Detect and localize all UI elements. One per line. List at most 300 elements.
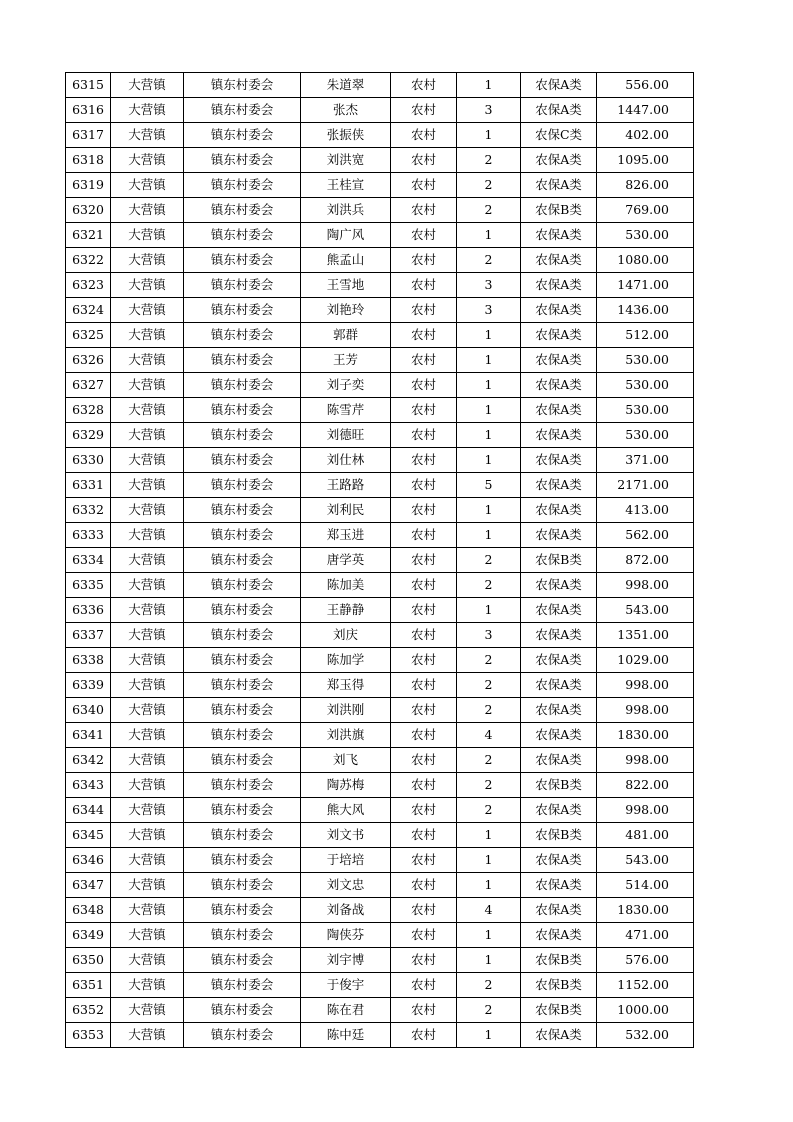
table-row bbox=[66, 148, 694, 173]
name-cell: 郑玉进 bbox=[301, 523, 391, 548]
serial-cell: 6321 bbox=[66, 223, 111, 248]
name-cell: 朱道翠 bbox=[301, 73, 391, 98]
area-type-cell: 农村 bbox=[391, 548, 457, 573]
area-type-cell: 农村 bbox=[391, 623, 457, 648]
name-cell: 熊孟山 bbox=[301, 248, 391, 273]
area-type-cell: 农村 bbox=[391, 448, 457, 473]
category-cell: 农保B类 bbox=[521, 973, 597, 998]
village-cell: 镇东村委会 bbox=[184, 373, 301, 398]
category-cell: 农保A类 bbox=[521, 698, 597, 723]
village-cell: 镇东村委会 bbox=[184, 723, 301, 748]
area-type-cell: 农村 bbox=[391, 523, 457, 548]
category-cell: 农保A类 bbox=[521, 98, 597, 123]
amount-cell: 530.00 bbox=[597, 398, 694, 423]
category-cell: 农保A类 bbox=[521, 423, 597, 448]
village-cell: 镇东村委会 bbox=[184, 548, 301, 573]
name-cell: 刘文书 bbox=[301, 823, 391, 848]
category-cell: 农保A类 bbox=[521, 848, 597, 873]
amount-cell: 530.00 bbox=[597, 373, 694, 398]
name-cell: 刘洪旗 bbox=[301, 723, 391, 748]
category-cell: 农保A类 bbox=[521, 748, 597, 773]
amount-cell: 1095.00 bbox=[597, 148, 694, 173]
category-cell: 农保B类 bbox=[521, 548, 597, 573]
area-type-cell: 农村 bbox=[391, 398, 457, 423]
table-row bbox=[66, 698, 694, 723]
serial-cell: 6318 bbox=[66, 148, 111, 173]
serial-cell: 6323 bbox=[66, 273, 111, 298]
town-cell: 大营镇 bbox=[111, 323, 184, 348]
area-type-cell: 农村 bbox=[391, 223, 457, 248]
table-row bbox=[66, 348, 694, 373]
table-row bbox=[66, 98, 694, 123]
category-cell: 农保B类 bbox=[521, 198, 597, 223]
town-cell: 大营镇 bbox=[111, 898, 184, 923]
amount-cell: 543.00 bbox=[597, 848, 694, 873]
category-cell: 农保A类 bbox=[521, 273, 597, 298]
data-table bbox=[65, 72, 694, 1048]
people-count-cell: 1 bbox=[457, 873, 521, 898]
area-type-cell: 农村 bbox=[391, 948, 457, 973]
serial-cell: 6351 bbox=[66, 973, 111, 998]
serial-cell: 6344 bbox=[66, 798, 111, 823]
village-cell: 镇东村委会 bbox=[184, 173, 301, 198]
amount-cell: 562.00 bbox=[597, 523, 694, 548]
table-row bbox=[66, 848, 694, 873]
serial-cell: 6316 bbox=[66, 98, 111, 123]
table-row bbox=[66, 1023, 694, 1048]
area-type-cell: 农村 bbox=[391, 123, 457, 148]
village-cell: 镇东村委会 bbox=[184, 648, 301, 673]
people-count-cell: 3 bbox=[457, 298, 521, 323]
table-row bbox=[66, 198, 694, 223]
people-count-cell: 1 bbox=[457, 598, 521, 623]
table-row bbox=[66, 223, 694, 248]
name-cell: 王静静 bbox=[301, 598, 391, 623]
category-cell: 农保A类 bbox=[521, 223, 597, 248]
area-type-cell: 农村 bbox=[391, 248, 457, 273]
village-cell: 镇东村委会 bbox=[184, 348, 301, 373]
town-cell: 大营镇 bbox=[111, 348, 184, 373]
town-cell: 大营镇 bbox=[111, 473, 184, 498]
people-count-cell: 2 bbox=[457, 773, 521, 798]
category-cell: 农保A类 bbox=[521, 73, 597, 98]
category-cell: 农保A类 bbox=[521, 373, 597, 398]
people-count-cell: 1 bbox=[457, 223, 521, 248]
table-row bbox=[66, 273, 694, 298]
area-type-cell: 农村 bbox=[391, 298, 457, 323]
category-cell: 农保A类 bbox=[521, 623, 597, 648]
village-cell: 镇东村委会 bbox=[184, 873, 301, 898]
village-cell: 镇东村委会 bbox=[184, 123, 301, 148]
amount-cell: 402.00 bbox=[597, 123, 694, 148]
serial-cell: 6322 bbox=[66, 248, 111, 273]
serial-cell: 6315 bbox=[66, 73, 111, 98]
area-type-cell: 农村 bbox=[391, 198, 457, 223]
category-cell: 农保A类 bbox=[521, 723, 597, 748]
serial-cell: 6326 bbox=[66, 348, 111, 373]
amount-cell: 826.00 bbox=[597, 173, 694, 198]
town-cell: 大营镇 bbox=[111, 948, 184, 973]
people-count-cell: 2 bbox=[457, 148, 521, 173]
town-cell: 大营镇 bbox=[111, 73, 184, 98]
people-count-cell: 2 bbox=[457, 748, 521, 773]
name-cell: 陶侠芬 bbox=[301, 923, 391, 948]
amount-cell: 371.00 bbox=[597, 448, 694, 473]
town-cell: 大营镇 bbox=[111, 798, 184, 823]
name-cell: 刘洪宽 bbox=[301, 148, 391, 173]
village-cell: 镇东村委会 bbox=[184, 848, 301, 873]
village-cell: 镇东村委会 bbox=[184, 673, 301, 698]
serial-cell: 6341 bbox=[66, 723, 111, 748]
serial-cell: 6328 bbox=[66, 398, 111, 423]
serial-cell: 6325 bbox=[66, 323, 111, 348]
serial-cell: 6349 bbox=[66, 923, 111, 948]
town-cell: 大营镇 bbox=[111, 373, 184, 398]
name-cell: 刘艳玲 bbox=[301, 298, 391, 323]
name-cell: 陈加学 bbox=[301, 648, 391, 673]
name-cell: 刘文忠 bbox=[301, 873, 391, 898]
serial-cell: 6327 bbox=[66, 373, 111, 398]
amount-cell: 1447.00 bbox=[597, 98, 694, 123]
town-cell: 大营镇 bbox=[111, 173, 184, 198]
people-count-cell: 1 bbox=[457, 423, 521, 448]
amount-cell: 998.00 bbox=[597, 798, 694, 823]
town-cell: 大营镇 bbox=[111, 223, 184, 248]
table-row bbox=[66, 748, 694, 773]
people-count-cell: 1 bbox=[457, 123, 521, 148]
village-cell: 镇东村委会 bbox=[184, 923, 301, 948]
table-row bbox=[66, 448, 694, 473]
amount-cell: 543.00 bbox=[597, 598, 694, 623]
area-type-cell: 农村 bbox=[391, 648, 457, 673]
amount-cell: 532.00 bbox=[597, 1023, 694, 1048]
table-row bbox=[66, 998, 694, 1023]
amount-cell: 2171.00 bbox=[597, 473, 694, 498]
amount-cell: 530.00 bbox=[597, 423, 694, 448]
town-cell: 大营镇 bbox=[111, 748, 184, 773]
town-cell: 大营镇 bbox=[111, 198, 184, 223]
category-cell: 农保A类 bbox=[521, 573, 597, 598]
town-cell: 大营镇 bbox=[111, 523, 184, 548]
name-cell: 陈加美 bbox=[301, 573, 391, 598]
category-cell: 农保C类 bbox=[521, 123, 597, 148]
town-cell: 大营镇 bbox=[111, 598, 184, 623]
village-cell: 镇东村委会 bbox=[184, 973, 301, 998]
village-cell: 镇东村委会 bbox=[184, 473, 301, 498]
town-cell: 大营镇 bbox=[111, 723, 184, 748]
area-type-cell: 农村 bbox=[391, 148, 457, 173]
town-cell: 大营镇 bbox=[111, 623, 184, 648]
area-type-cell: 农村 bbox=[391, 598, 457, 623]
category-cell: 农保A类 bbox=[521, 598, 597, 623]
name-cell: 刘飞 bbox=[301, 748, 391, 773]
name-cell: 刘德旺 bbox=[301, 423, 391, 448]
amount-cell: 1436.00 bbox=[597, 298, 694, 323]
town-cell: 大营镇 bbox=[111, 648, 184, 673]
serial-cell: 6348 bbox=[66, 898, 111, 923]
category-cell: 农保A类 bbox=[521, 498, 597, 523]
village-cell: 镇东村委会 bbox=[184, 273, 301, 298]
amount-cell: 530.00 bbox=[597, 223, 694, 248]
table-row bbox=[66, 923, 694, 948]
people-count-cell: 2 bbox=[457, 198, 521, 223]
name-cell: 刘子奕 bbox=[301, 373, 391, 398]
people-count-cell: 2 bbox=[457, 798, 521, 823]
serial-cell: 6343 bbox=[66, 773, 111, 798]
category-cell: 农保A类 bbox=[521, 923, 597, 948]
name-cell: 张振侠 bbox=[301, 123, 391, 148]
serial-cell: 6336 bbox=[66, 598, 111, 623]
people-count-cell: 2 bbox=[457, 548, 521, 573]
area-type-cell: 农村 bbox=[391, 273, 457, 298]
table-row bbox=[66, 973, 694, 998]
town-cell: 大营镇 bbox=[111, 398, 184, 423]
village-cell: 镇东村委会 bbox=[184, 998, 301, 1023]
serial-cell: 6317 bbox=[66, 123, 111, 148]
village-cell: 镇东村委会 bbox=[184, 298, 301, 323]
serial-cell: 6337 bbox=[66, 623, 111, 648]
amount-cell: 576.00 bbox=[597, 948, 694, 973]
town-cell: 大营镇 bbox=[111, 923, 184, 948]
town-cell: 大营镇 bbox=[111, 98, 184, 123]
table-row bbox=[66, 573, 694, 598]
village-cell: 镇东村委会 bbox=[184, 98, 301, 123]
village-cell: 镇东村委会 bbox=[184, 898, 301, 923]
area-type-cell: 农村 bbox=[391, 323, 457, 348]
village-cell: 镇东村委会 bbox=[184, 598, 301, 623]
village-cell: 镇东村委会 bbox=[184, 573, 301, 598]
serial-cell: 6340 bbox=[66, 698, 111, 723]
people-count-cell: 1 bbox=[457, 373, 521, 398]
amount-cell: 471.00 bbox=[597, 923, 694, 948]
serial-cell: 6339 bbox=[66, 673, 111, 698]
town-cell: 大营镇 bbox=[111, 823, 184, 848]
town-cell: 大营镇 bbox=[111, 123, 184, 148]
village-cell: 镇东村委会 bbox=[184, 523, 301, 548]
table-row bbox=[66, 523, 694, 548]
area-type-cell: 农村 bbox=[391, 1023, 457, 1048]
serial-cell: 6346 bbox=[66, 848, 111, 873]
name-cell: 陈中廷 bbox=[301, 1023, 391, 1048]
town-cell: 大营镇 bbox=[111, 673, 184, 698]
amount-cell: 530.00 bbox=[597, 348, 694, 373]
serial-cell: 6319 bbox=[66, 173, 111, 198]
people-count-cell: 4 bbox=[457, 898, 521, 923]
village-cell: 镇东村委会 bbox=[184, 148, 301, 173]
people-count-cell: 5 bbox=[457, 473, 521, 498]
table-row bbox=[66, 648, 694, 673]
table-row bbox=[66, 423, 694, 448]
serial-cell: 6335 bbox=[66, 573, 111, 598]
table-row bbox=[66, 398, 694, 423]
table-row bbox=[66, 123, 694, 148]
name-cell: 刘宇博 bbox=[301, 948, 391, 973]
table-row bbox=[66, 948, 694, 973]
people-count-cell: 2 bbox=[457, 648, 521, 673]
category-cell: 农保A类 bbox=[521, 523, 597, 548]
people-count-cell: 2 bbox=[457, 973, 521, 998]
amount-cell: 998.00 bbox=[597, 673, 694, 698]
name-cell: 王芳 bbox=[301, 348, 391, 373]
area-type-cell: 农村 bbox=[391, 673, 457, 698]
amount-cell: 998.00 bbox=[597, 748, 694, 773]
name-cell: 张杰 bbox=[301, 98, 391, 123]
area-type-cell: 农村 bbox=[391, 423, 457, 448]
village-cell: 镇东村委会 bbox=[184, 698, 301, 723]
area-type-cell: 农村 bbox=[391, 348, 457, 373]
people-count-cell: 3 bbox=[457, 273, 521, 298]
category-cell: 农保A类 bbox=[521, 1023, 597, 1048]
village-cell: 镇东村委会 bbox=[184, 223, 301, 248]
name-cell: 陈在君 bbox=[301, 998, 391, 1023]
town-cell: 大营镇 bbox=[111, 998, 184, 1023]
town-cell: 大营镇 bbox=[111, 973, 184, 998]
table-row bbox=[66, 673, 694, 698]
amount-cell: 481.00 bbox=[597, 823, 694, 848]
category-cell: 农保A类 bbox=[521, 473, 597, 498]
name-cell: 郭群 bbox=[301, 323, 391, 348]
category-cell: 农保A类 bbox=[521, 798, 597, 823]
people-count-cell: 1 bbox=[457, 1023, 521, 1048]
area-type-cell: 农村 bbox=[391, 73, 457, 98]
people-count-cell: 1 bbox=[457, 948, 521, 973]
town-cell: 大营镇 bbox=[111, 148, 184, 173]
serial-cell: 6345 bbox=[66, 823, 111, 848]
amount-cell: 1830.00 bbox=[597, 723, 694, 748]
area-type-cell: 农村 bbox=[391, 998, 457, 1023]
amount-cell: 556.00 bbox=[597, 73, 694, 98]
name-cell: 于俊宇 bbox=[301, 973, 391, 998]
people-count-cell: 1 bbox=[457, 498, 521, 523]
village-cell: 镇东村委会 bbox=[184, 198, 301, 223]
area-type-cell: 农村 bbox=[391, 173, 457, 198]
people-count-cell: 2 bbox=[457, 673, 521, 698]
people-count-cell: 1 bbox=[457, 923, 521, 948]
people-count-cell: 1 bbox=[457, 823, 521, 848]
town-cell: 大营镇 bbox=[111, 248, 184, 273]
village-cell: 镇东村委会 bbox=[184, 773, 301, 798]
name-cell: 陈雪芹 bbox=[301, 398, 391, 423]
category-cell: 农保A类 bbox=[521, 348, 597, 373]
category-cell: 农保A类 bbox=[521, 323, 597, 348]
category-cell: 农保B类 bbox=[521, 998, 597, 1023]
serial-cell: 6353 bbox=[66, 1023, 111, 1048]
table-row bbox=[66, 248, 694, 273]
people-count-cell: 1 bbox=[457, 523, 521, 548]
area-type-cell: 农村 bbox=[391, 798, 457, 823]
area-type-cell: 农村 bbox=[391, 923, 457, 948]
category-cell: 农保A类 bbox=[521, 648, 597, 673]
amount-cell: 998.00 bbox=[597, 573, 694, 598]
name-cell: 郑玉得 bbox=[301, 673, 391, 698]
category-cell: 农保B类 bbox=[521, 948, 597, 973]
village-cell: 镇东村委会 bbox=[184, 748, 301, 773]
area-type-cell: 农村 bbox=[391, 773, 457, 798]
area-type-cell: 农村 bbox=[391, 723, 457, 748]
amount-cell: 1080.00 bbox=[597, 248, 694, 273]
table-row bbox=[66, 473, 694, 498]
amount-cell: 1351.00 bbox=[597, 623, 694, 648]
area-type-cell: 农村 bbox=[391, 498, 457, 523]
people-count-cell: 1 bbox=[457, 73, 521, 98]
serial-cell: 6334 bbox=[66, 548, 111, 573]
name-cell: 刘庆 bbox=[301, 623, 391, 648]
category-cell: 农保A类 bbox=[521, 873, 597, 898]
category-cell: 农保A类 bbox=[521, 398, 597, 423]
amount-cell: 514.00 bbox=[597, 873, 694, 898]
serial-cell: 6338 bbox=[66, 648, 111, 673]
area-type-cell: 农村 bbox=[391, 898, 457, 923]
name-cell: 于培培 bbox=[301, 848, 391, 873]
people-count-cell: 1 bbox=[457, 398, 521, 423]
town-cell: 大营镇 bbox=[111, 448, 184, 473]
category-cell: 农保B类 bbox=[521, 773, 597, 798]
area-type-cell: 农村 bbox=[391, 823, 457, 848]
village-cell: 镇东村委会 bbox=[184, 823, 301, 848]
amount-cell: 872.00 bbox=[597, 548, 694, 573]
table-row bbox=[66, 823, 694, 848]
people-count-cell: 2 bbox=[457, 573, 521, 598]
amount-cell: 1029.00 bbox=[597, 648, 694, 673]
table-row bbox=[66, 548, 694, 573]
serial-cell: 6333 bbox=[66, 523, 111, 548]
amount-cell: 512.00 bbox=[597, 323, 694, 348]
amount-cell: 1152.00 bbox=[597, 973, 694, 998]
serial-cell: 6324 bbox=[66, 298, 111, 323]
serial-cell: 6332 bbox=[66, 498, 111, 523]
village-cell: 镇东村委会 bbox=[184, 1023, 301, 1048]
name-cell: 王雪地 bbox=[301, 273, 391, 298]
category-cell: 农保A类 bbox=[521, 298, 597, 323]
people-count-cell: 4 bbox=[457, 723, 521, 748]
table-row bbox=[66, 773, 694, 798]
people-count-cell: 1 bbox=[457, 348, 521, 373]
village-cell: 镇东村委会 bbox=[184, 323, 301, 348]
people-count-cell: 2 bbox=[457, 698, 521, 723]
table-row bbox=[66, 723, 694, 748]
table-row bbox=[66, 898, 694, 923]
people-count-cell: 3 bbox=[457, 98, 521, 123]
name-cell: 刘洪兵 bbox=[301, 198, 391, 223]
village-cell: 镇东村委会 bbox=[184, 423, 301, 448]
town-cell: 大营镇 bbox=[111, 873, 184, 898]
village-cell: 镇东村委会 bbox=[184, 73, 301, 98]
area-type-cell: 农村 bbox=[391, 698, 457, 723]
town-cell: 大营镇 bbox=[111, 848, 184, 873]
table-row bbox=[66, 323, 694, 348]
category-cell: 农保A类 bbox=[521, 173, 597, 198]
area-type-cell: 农村 bbox=[391, 373, 457, 398]
table-row bbox=[66, 73, 694, 98]
town-cell: 大营镇 bbox=[111, 298, 184, 323]
serial-cell: 6347 bbox=[66, 873, 111, 898]
table-row bbox=[66, 623, 694, 648]
area-type-cell: 农村 bbox=[391, 848, 457, 873]
category-cell: 农保A类 bbox=[521, 148, 597, 173]
table-row bbox=[66, 873, 694, 898]
town-cell: 大营镇 bbox=[111, 573, 184, 598]
town-cell: 大营镇 bbox=[111, 773, 184, 798]
category-cell: 农保A类 bbox=[521, 448, 597, 473]
serial-cell: 6320 bbox=[66, 198, 111, 223]
table-row bbox=[66, 798, 694, 823]
village-cell: 镇东村委会 bbox=[184, 798, 301, 823]
amount-cell: 1471.00 bbox=[597, 273, 694, 298]
people-count-cell: 2 bbox=[457, 248, 521, 273]
amount-cell: 822.00 bbox=[597, 773, 694, 798]
town-cell: 大营镇 bbox=[111, 698, 184, 723]
name-cell: 唐学英 bbox=[301, 548, 391, 573]
